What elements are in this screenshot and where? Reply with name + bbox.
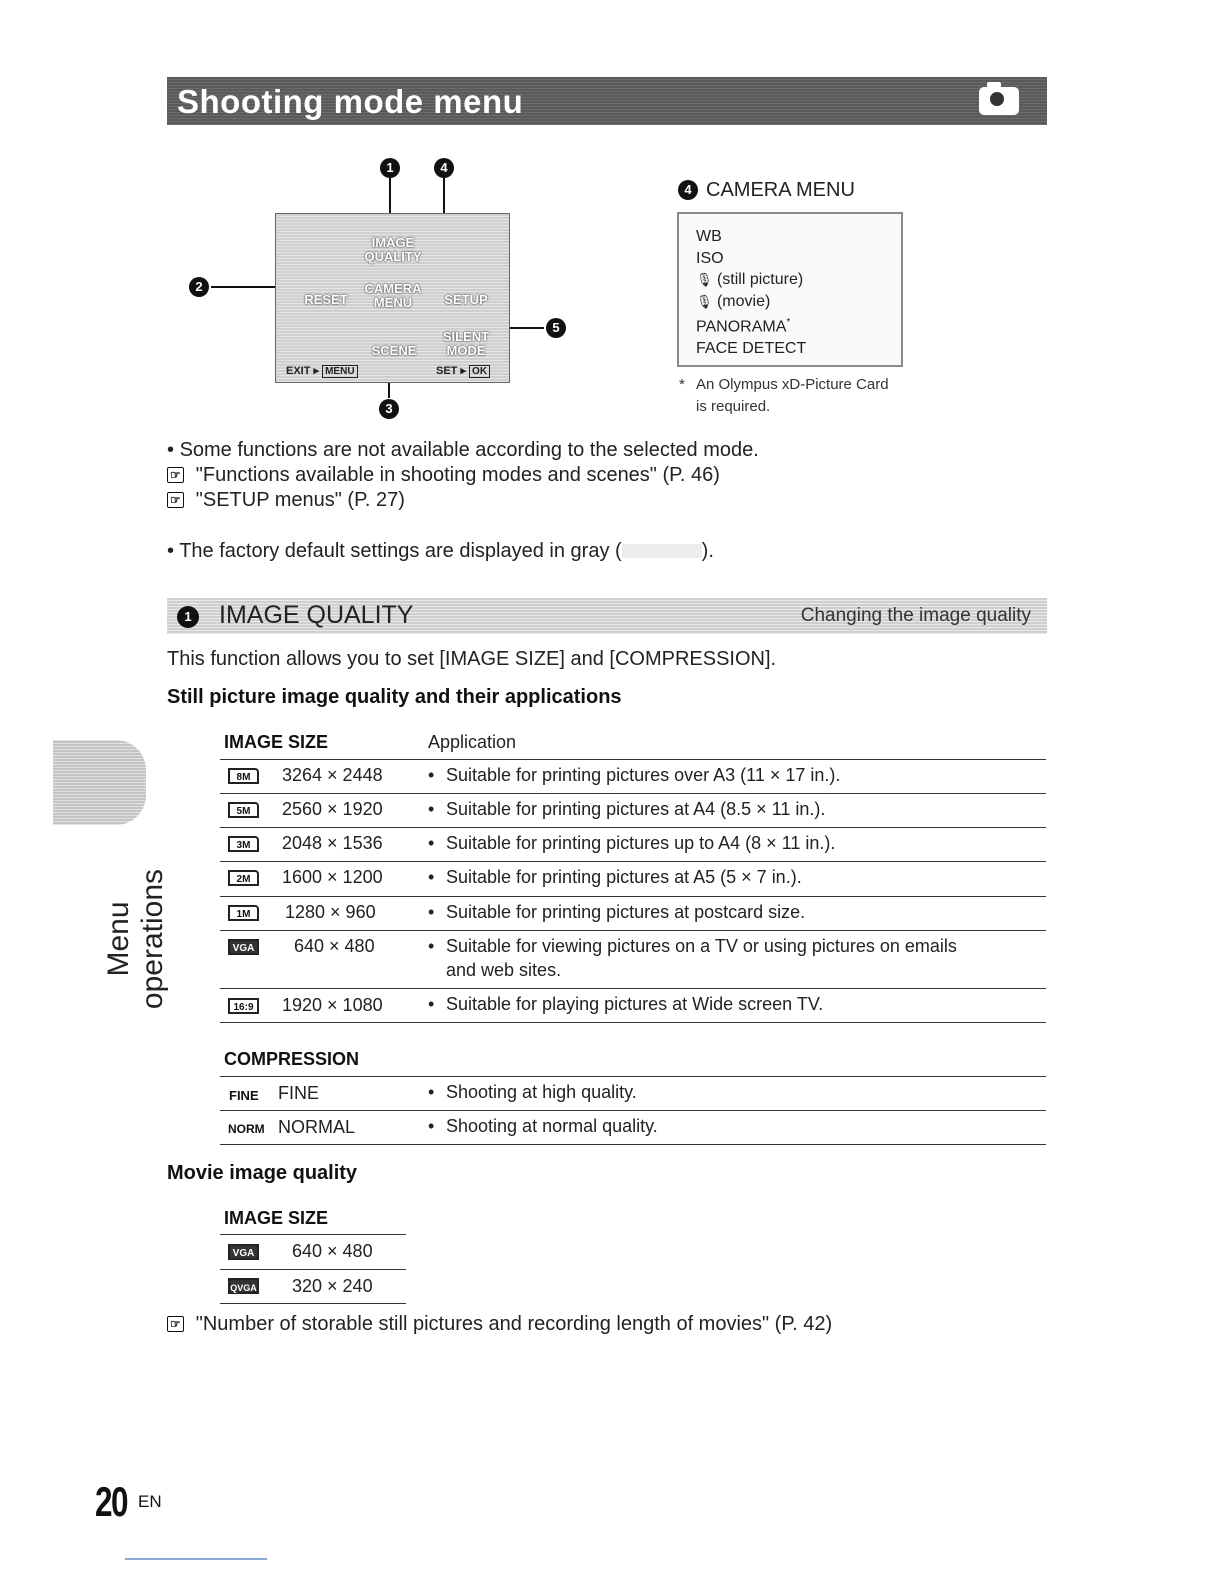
compression-text: • Shooting at normal quality. — [428, 1116, 658, 1136]
size-value: 1600 × 1200 — [282, 867, 383, 887]
compression-label: NORMAL — [278, 1117, 356, 1137]
camera-menu-item-panorama — [679, 312, 901, 338]
size-1m-icon: 1M — [228, 905, 259, 921]
camera-menu-item-panorama-label: PANORAMA — [696, 318, 787, 336]
compression-text-0: Shooting at high quality. — [446, 1082, 637, 1102]
camera-menu-item-wb: WB — [696, 228, 722, 245]
intro-ref-2-text[interactable]: "SETUP menus" (P. 27) — [195, 489, 405, 511]
table-rule — [220, 759, 1046, 760]
size-value: 1920 × 1080 — [282, 995, 383, 1015]
gray-swatch — [622, 544, 702, 558]
table-rule — [220, 1303, 406, 1304]
size-value: 3264 × 2448 — [282, 765, 383, 785]
table-rule — [220, 861, 1046, 862]
lcd-ok-key: OK — [469, 365, 490, 378]
lcd-exit: EXIT ▸ MENU — [286, 364, 358, 377]
camera-lcd-illustration — [275, 213, 510, 383]
camera-menu-item-still-label: (still picture) — [716, 271, 804, 288]
lcd-set-label: SET — [436, 365, 458, 377]
movie-size-value: 320 × 240 — [292, 1276, 373, 1296]
callout-5: 5 — [546, 318, 566, 338]
camera-menu-item-face-detect: FACE DETECT — [696, 339, 807, 357]
application-text: • Suitable for printing pictures over A3 (11 × 17 in.). — [428, 765, 841, 785]
footnote-mark: * — [786, 317, 791, 328]
lcd-reset: RESET — [304, 292, 348, 307]
lcd-image-quality: IMAGE QUALITY — [364, 235, 422, 264]
image-quality-section-bar — [167, 598, 1047, 634]
application-text: • Suitable for printing pictures at postcard size. — [428, 902, 806, 922]
callout-3: 3 — [379, 399, 399, 419]
lcd-silent-mode: SILENT MODE — [442, 329, 490, 358]
section-description: This function allows you to set [IMAGE SIZE] and [COMPRESSION]. — [167, 648, 777, 670]
application-text-6: Suitable for playing pictures at Wide screen TV. — [446, 994, 824, 1014]
intro-ref-1 — [167, 464, 720, 487]
size-value: 2560 × 1920 — [282, 799, 383, 819]
table-rule — [220, 1269, 406, 1270]
footer-reference — [167, 1313, 832, 1336]
intro-bullet-2-end: ). — [701, 540, 714, 562]
table-row — [228, 801, 259, 819]
size-2m-icon: 2M — [228, 870, 259, 886]
table-row — [228, 835, 259, 853]
still-heading: Still picture image quality and their applications — [167, 686, 622, 708]
reference-icon: ☞ — [167, 492, 184, 508]
size-5m-icon: 5M — [228, 802, 259, 818]
table-rule — [220, 1144, 1046, 1145]
camera-icon — [979, 87, 1019, 115]
movie-size-value: 640 × 480 — [292, 1241, 373, 1261]
camera-menu-item-movie-label: (movie) — [716, 292, 771, 310]
lcd-menu-key: MENU — [322, 365, 357, 378]
lcd-exit-label: EXIT — [286, 365, 311, 377]
table-row — [228, 1278, 259, 1296]
table-rule — [220, 896, 1046, 897]
intro-ref-1-text[interactable]: "Functions available in shooting modes and scenes" (P. 46) — [195, 464, 720, 486]
lcd-set: SET ▸ OK — [436, 364, 490, 377]
application-text: • Suitable for viewing pictures on a TV or using pictures on emails — [428, 936, 957, 956]
intro-bullet-2: • The factory default settings are displayed in gray ( ). — [167, 540, 714, 562]
section-header-bar — [167, 77, 1047, 125]
movie-heading: Movie image quality — [167, 1162, 358, 1184]
compression-heading: COMPRESSION — [224, 1049, 360, 1069]
still-col-application: Application — [428, 732, 517, 752]
application-text-2: Suitable for printing pictures up to A4 (8 × 11 in.). — [446, 833, 836, 853]
page-title: Shooting mode menu — [177, 83, 524, 120]
callout-4-label: 4 — [678, 180, 698, 200]
table-row — [228, 767, 259, 785]
intro-ref-2 — [167, 489, 405, 512]
application-text: • Suitable for printing pictures up to A4 (8 × 11 in.). — [428, 833, 836, 853]
footer-rule — [125, 1558, 267, 1560]
movie-col-image-size: IMAGE SIZE — [224, 1208, 329, 1228]
table-rule — [220, 1022, 1046, 1023]
application-text-4: Suitable for printing pictures at postcard size. — [446, 902, 806, 922]
movie-qvga-icon: QVGA — [228, 1278, 259, 1294]
footnote-line-1: An Olympus xD-Picture Card — [696, 376, 889, 393]
section-subtitle: Changing the image quality — [800, 605, 1031, 626]
table-row — [228, 997, 259, 1015]
section-title: IMAGE QUALITY — [219, 601, 414, 629]
table-row — [228, 1243, 259, 1261]
callout-4: 4 — [434, 158, 454, 178]
intro-bullet-1: • Some functions are not available according to the selected mode. — [167, 439, 759, 461]
compression-text-1: Shooting at normal quality. — [446, 1116, 658, 1136]
size-16-9-icon: 16:9 — [228, 998, 259, 1014]
table-row — [228, 904, 259, 922]
lcd-camera-menu: CAMERA MENU — [364, 281, 422, 310]
table-rule — [220, 988, 1046, 989]
camera-menu-list — [677, 212, 903, 367]
callout-1: 1 — [380, 158, 400, 178]
application-text: • Suitable for printing pictures at A4 (8.5 × 11 in.). — [428, 799, 826, 819]
side-tab-label: Menu operations — [102, 868, 169, 1010]
size-3m-icon: 3M — [228, 836, 259, 852]
application-text-0: Suitable for printing pictures over A3 (11 × 17 in.). — [446, 765, 841, 785]
table-rule — [220, 1076, 1046, 1077]
table-row — [228, 938, 259, 956]
callout-2: 2 — [189, 277, 209, 297]
still-col-image-size: IMAGE SIZE — [224, 732, 329, 752]
size-value: 1280 × 960 — [285, 902, 376, 922]
normal-icon: NORM — [228, 1122, 265, 1136]
fine-icon: FINE — [229, 1088, 259, 1103]
table-rule — [220, 1110, 1046, 1111]
table-rule — [220, 1234, 406, 1235]
size-value: 640 × 480 — [294, 936, 375, 956]
footnote-mark-note: * — [679, 376, 685, 393]
lcd-scene: SCENE — [371, 343, 417, 358]
application-text-5: Suitable for viewing pictures on a TV or using pictures on emails — [446, 936, 957, 956]
camera-menu-item-still — [679, 269, 901, 291]
footer-reference-text[interactable]: "Number of storable still pictures and recording length of movies" (P. 42) — [195, 1313, 833, 1335]
page-number: 20 — [95, 1478, 128, 1525]
microphone-icon: 🎙 — [696, 272, 713, 287]
table-rule — [220, 930, 1046, 931]
table-rule — [220, 827, 1046, 828]
reference-icon: ☞ — [167, 1316, 184, 1332]
reference-icon: ☞ — [167, 467, 184, 483]
footnote-line-2: is required. — [696, 398, 771, 415]
application-text-cont: and web sites. — [446, 960, 562, 980]
size-vga-icon: VGA — [228, 939, 259, 955]
table-rule — [220, 793, 1046, 794]
size-8m-icon: 8M — [228, 768, 259, 784]
application-text-1: Suitable for printing pictures at A4 (8.5 × 11 in.). — [446, 799, 826, 819]
application-text-3: Suitable for printing pictures at A5 (5 × 7 in.). — [446, 867, 802, 887]
movie-vga-icon: VGA — [228, 1244, 259, 1260]
compression-label: FINE — [278, 1083, 320, 1103]
size-value: 2048 × 1536 — [282, 833, 383, 853]
intro-bullet-1-text: Some functions are not available according to the selected mode. — [179, 439, 759, 461]
camera-menu-item-movie — [679, 291, 901, 313]
compression-text: • Shooting at high quality. — [428, 1082, 637, 1102]
callout-1-section: 1 — [177, 606, 199, 628]
application-text: • Suitable for playing pictures at Wide screen TV. — [428, 994, 824, 1014]
application-text: • Suitable for printing pictures at A5 (5 × 7 in.). — [428, 867, 802, 887]
camera-menu-item-iso: ISO — [696, 249, 724, 267]
table-row — [228, 869, 259, 887]
microphone-icon: 🎙 — [696, 293, 713, 309]
side-tab — [53, 740, 146, 825]
camera-menu-title: CAMERA MENU — [706, 179, 855, 201]
page-language: EN — [138, 1492, 162, 1511]
lcd-setup: SETUP — [444, 292, 488, 307]
intro-bullet-2-text: The factory default settings are displayed in gray ( — [179, 540, 622, 562]
